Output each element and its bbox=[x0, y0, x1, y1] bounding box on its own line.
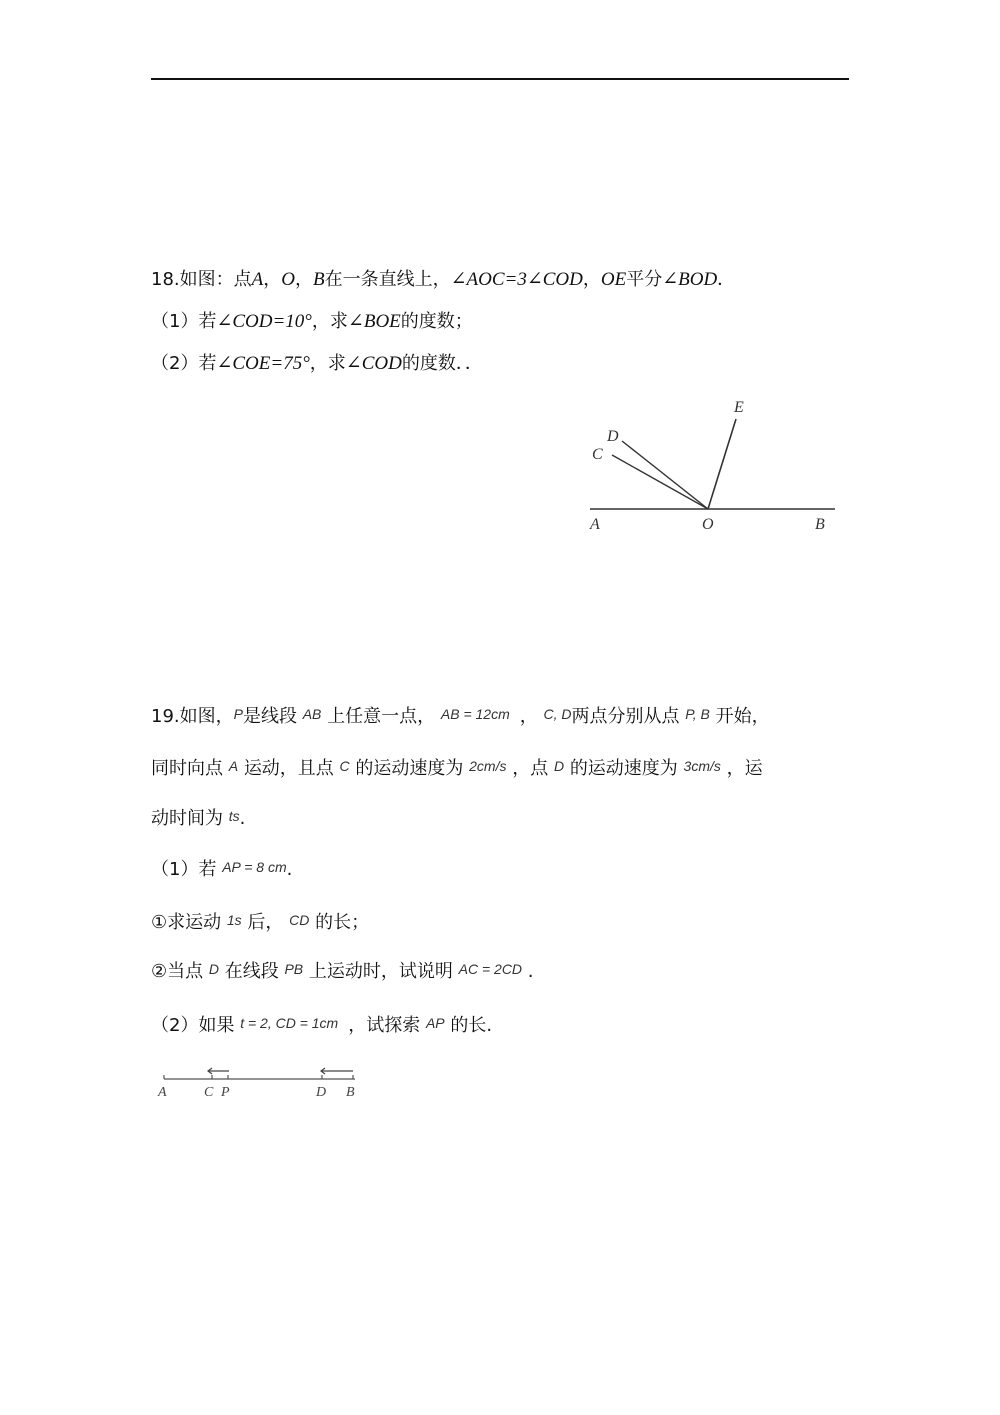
label-b: B bbox=[815, 516, 825, 533]
q19-stem-line1: 19.如图，P是线段 AB 上任意一点， AB = 12cm ， C, D两点分别从点 P, B 开始， bbox=[151, 706, 770, 727]
q19-stem-line2: 同时向点 A 运动，且点 C 的运动速度为 2cm/s ，点 D 的运动速度为 3cm/s ，运 bbox=[151, 758, 763, 779]
q18-angle-figure bbox=[580, 395, 850, 540]
q19-segment-figure bbox=[155, 1062, 365, 1102]
q19-part1-sub2: ②当点 D 在线段 PB 上运动时，试说明 AC = 2CD . bbox=[151, 961, 534, 982]
q19-stem-line3: 动时间为 ts. bbox=[151, 808, 246, 829]
label-p: P bbox=[221, 1085, 230, 1100]
q18-part2: （2）若∠COE=75°，求∠COD的度数．． bbox=[151, 353, 483, 374]
ray-oc bbox=[612, 455, 708, 509]
label-b: B bbox=[346, 1085, 355, 1100]
label-c: C bbox=[204, 1085, 214, 1100]
q19-part1: （1）若 AP = 8 cm. bbox=[151, 859, 293, 880]
ray-od bbox=[622, 441, 708, 509]
label-a: A bbox=[590, 516, 600, 533]
ray-oe bbox=[708, 419, 736, 509]
header-rule bbox=[151, 78, 849, 80]
q19-part2: （2）如果 t = 2, CD = 1cm ，试探索 AP 的长. bbox=[151, 1015, 493, 1036]
q18-stem: 18.如图：点A，O，B在一条直线上，∠AOC=3∠COD，OE平分∠BOD． bbox=[151, 269, 736, 290]
label-a: A bbox=[158, 1085, 167, 1100]
label-d: D bbox=[607, 428, 619, 445]
q18-part1: （1）若∠COD=10°，求∠BOE的度数； bbox=[151, 311, 473, 332]
label-d: D bbox=[316, 1085, 327, 1100]
label-e: E bbox=[734, 399, 744, 416]
label-o: O bbox=[702, 516, 714, 533]
q19-part1-sub1: ①求运动 1s 后， CD 的长； bbox=[151, 912, 370, 933]
label-c: C bbox=[592, 446, 603, 463]
